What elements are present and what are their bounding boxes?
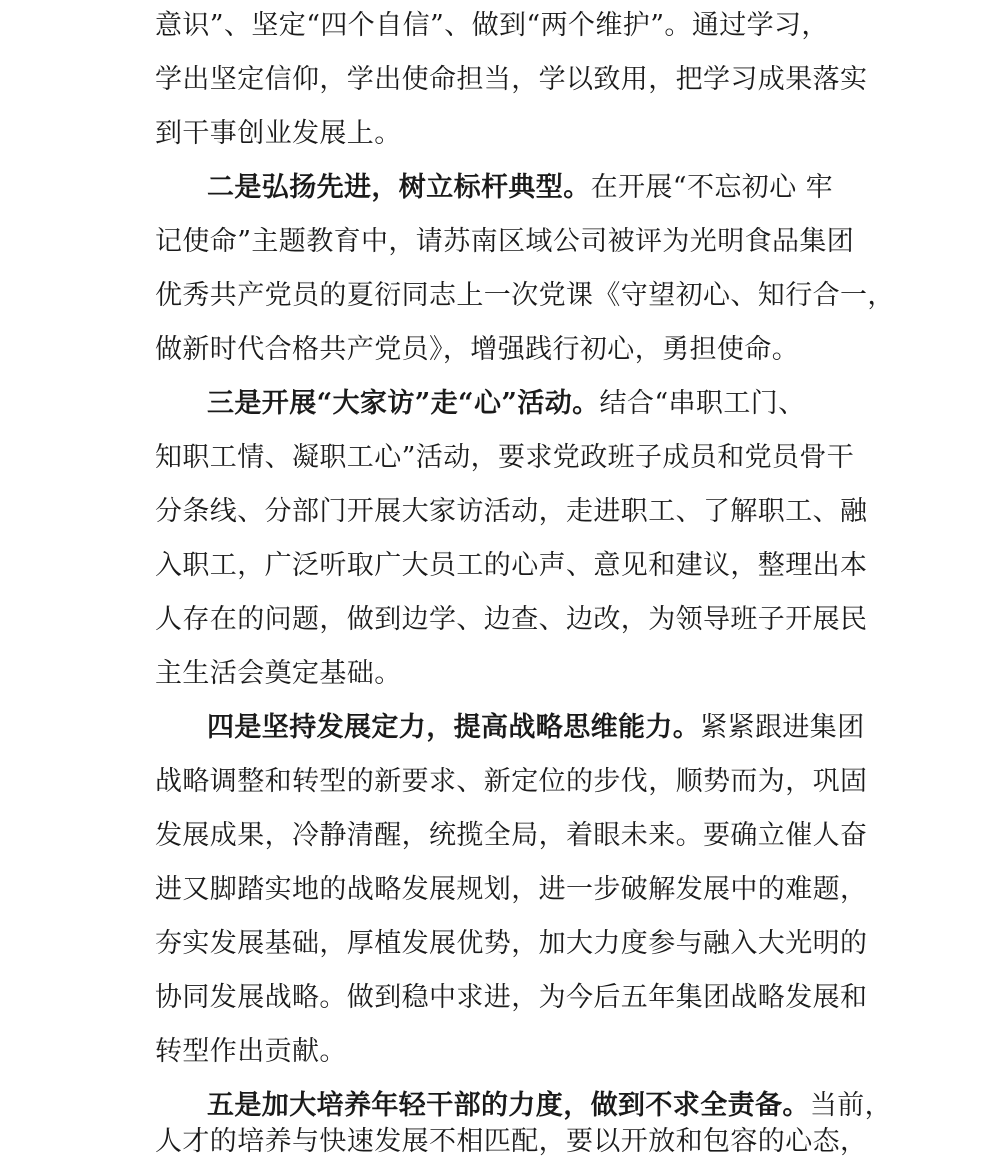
text-line <box>155 438 854 478</box>
text-segment: 协同发展战略。做到稳中求进，为今后五年集团战略发展和 <box>155 982 868 1013</box>
paragraph-heading: 四是坚持发展定力，提高战略思维能力。 <box>207 712 701 743</box>
text-line <box>155 924 867 964</box>
text-segment: 发展成果，冷静清醒，统揽全局，着眼未来。要确立催人奋 <box>155 820 868 851</box>
text-segment: 到干事创业发展上。 <box>155 118 402 149</box>
text-segment: 在开展“不忘初心 牢 <box>590 172 833 203</box>
text-line <box>155 654 402 694</box>
text-line <box>207 384 806 424</box>
text-line <box>155 978 867 1018</box>
text-line <box>155 60 867 100</box>
text-line <box>207 708 865 748</box>
text-segment: 入职工，广泛听取广大员工的心声、意见和建议，整理出本 <box>155 550 868 581</box>
text-line <box>155 600 867 640</box>
text-segment: 结合“串职工门、 <box>599 388 806 419</box>
text-segment: 主生活会奠定基础。 <box>155 658 402 689</box>
paragraph-heading: 五是加大培养年轻干部的力度，做到不求全责备。 <box>207 1090 810 1121</box>
text-segment: 夯实发展基础，厚植发展优势，加大力度参与融入大光明的 <box>155 928 868 959</box>
paragraph-heading: 三是开展“大家访”走“心”活动。 <box>207 388 600 419</box>
text-segment: 学出坚定信仰，学出使命担当，学以致用，把学习成果落实 <box>155 64 868 95</box>
text-line <box>155 222 854 262</box>
text-line <box>155 762 867 802</box>
text-line <box>155 114 402 154</box>
text-line <box>155 276 895 316</box>
text-segment: 进又脚踏实地的战略发展规划，进一步破解发展中的难题， <box>155 874 868 905</box>
text-line <box>155 816 867 856</box>
text-line <box>155 546 867 586</box>
text-line <box>155 1122 867 1162</box>
text-segment: 意识”、坚定“四个自信”、做到“两个维护”。通过学习， <box>155 10 829 41</box>
text-segment: 优秀共产党员的夏衍同志上一次党课《守望初心、知行合一， <box>155 280 895 311</box>
paragraph-heading: 二是弘扬先进，树立标杆典型。 <box>207 172 591 203</box>
text-line <box>155 1032 347 1072</box>
text-segment: 知职工情、凝职工心”活动，要求党政班子成员和党员骨干 <box>155 442 855 473</box>
text-segment: 分条线、分部门开展大家访活动，走进职工、了解职工、融 <box>155 496 868 527</box>
text-segment: 战略调整和转型的新要求、新定位的步伐，顺势而为，巩固 <box>155 766 868 797</box>
text-segment: 记使命”主题教育中，请苏南区域公司被评为光明食品集团 <box>155 226 855 257</box>
text-line <box>155 6 829 46</box>
text-line <box>155 870 867 910</box>
text-segment: 转型作出贡献。 <box>155 1036 347 1067</box>
text-line <box>207 1086 892 1126</box>
text-segment: 人存在的问题，做到边学、边查、边改，为领导班子开展民 <box>155 604 868 635</box>
text-segment: 人才的培养与快速发展不相匹配，要以开放和包容的心态， <box>155 1126 868 1157</box>
text-line <box>155 330 799 370</box>
text-segment: 做新时代合格共产党员》，增强践行初心，勇担使命。 <box>155 334 800 365</box>
text-segment: 当前， <box>809 1090 893 1121</box>
text-line <box>155 492 867 532</box>
text-segment: 紧紧跟进集团 <box>700 712 865 743</box>
text-line <box>207 168 833 208</box>
